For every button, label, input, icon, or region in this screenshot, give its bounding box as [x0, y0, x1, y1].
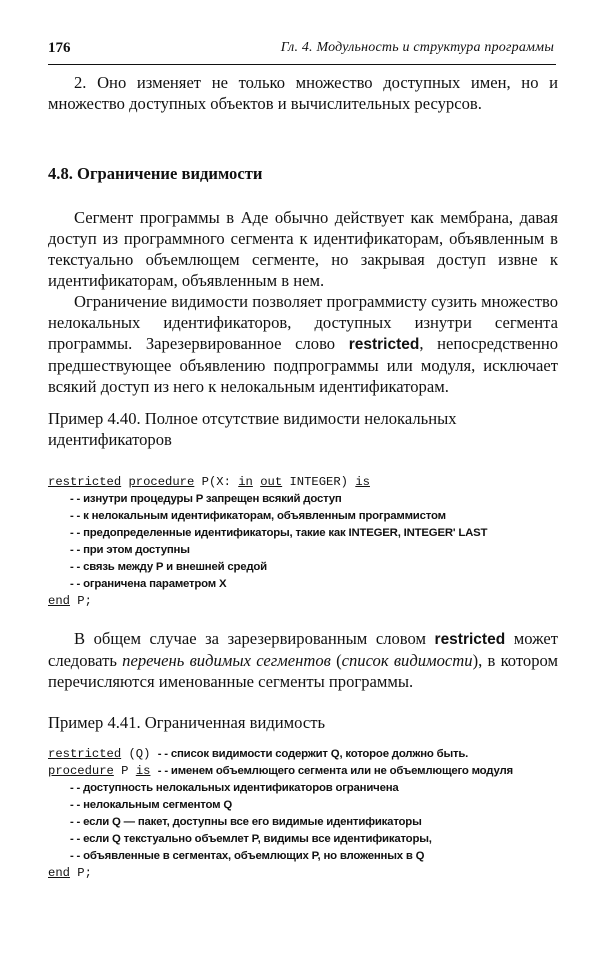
paragraph-visibility-text: ), в котором перечисляются именованные сегменты программы. [48, 651, 558, 691]
code-comment: - - нелокальным сегментом Q [70, 799, 232, 811]
section-title: 4.8. Ограничение видимости [48, 164, 263, 183]
code-comment-line [48, 525, 568, 542]
code-comment-line [48, 831, 568, 848]
code-comment: - - при этом доступны [70, 544, 190, 556]
code-line [48, 763, 568, 780]
code-line [48, 593, 568, 610]
code-comment-line [48, 559, 568, 576]
code-comment-line [48, 491, 568, 508]
code-keyword: end [48, 594, 70, 608]
code-keyword: restricted [48, 475, 122, 489]
italic-term: перечень видимых сегментов [122, 651, 331, 670]
code-comment: - - связь между P и внешней средой [70, 561, 267, 573]
code-keyword: procedure [48, 764, 114, 778]
code-comment-line [48, 542, 568, 559]
code-comment: - - если Q текстуально объемлет P, видимы все идентификаторы, [70, 833, 432, 845]
paragraph-visibility-list [48, 628, 558, 692]
italic-term: список видимости [341, 651, 473, 670]
code-keyword: in [238, 475, 253, 489]
code-text: P; [77, 866, 92, 880]
code-comment: - - объявленные в сегментах, объемлющих P, но вложенных в Q [70, 850, 425, 862]
paragraph-restriction-text: Ограничение видимости позволяет программисту сузить множество нелокальных идентификаторов, доступных изнутри сегмента программы. Зарезервированное слово [48, 292, 558, 353]
paragraph-visibility-text: может следовать [48, 629, 558, 670]
paragraph-membrane: Сегмент программы в Аде обычно действует как мембрана, давая доступ из программного сегмента к идентификаторам, объявленным в текстуально объемлющем сегменте, но закрывая доступ извне к идентификаторам, объявленным в нем. [48, 208, 558, 290]
code-comment-line [48, 814, 568, 831]
code-keyword: procedure [128, 475, 195, 489]
code-comment-line [48, 576, 568, 593]
code-text: P; [77, 594, 92, 608]
page-header [48, 40, 556, 65]
code-text: P(X: [201, 475, 231, 489]
code-block [48, 746, 568, 882]
keyword-restricted: restricted [434, 631, 506, 648]
code-text: INTEGER) [289, 475, 348, 489]
code-comment-line [48, 508, 568, 525]
code-comment: - - ограничена параметром X [70, 578, 227, 590]
code-line [48, 746, 568, 763]
code-text: (Q) [128, 747, 151, 761]
code-line [48, 865, 568, 882]
paragraph-intro: 2. Оно изменяет не только множество доступных имен, но и множество доступных объектов и вычислительных ресурсов. [48, 73, 558, 113]
code-comment-line [48, 797, 568, 814]
example-caption: Пример 4.40. Полное отсутствие видимости нелокальных идентификаторов [48, 409, 457, 449]
page-number: 176 [48, 40, 71, 56]
code-comment: - - список видимости содержит Q, которое должно быть. [157, 748, 469, 760]
code-keyword: restricted [48, 747, 122, 761]
code-comment: - - доступность нелокальных идентификаторов ограничена [70, 782, 399, 794]
code-comment-line [48, 780, 568, 797]
code-text: P [121, 764, 129, 778]
code-comment: - - изнутри процедуры P запрещен всякий доступ [70, 493, 342, 505]
paragraph-restriction-text: , непосредственно предшествующее объявлению подпрограммы или модуля, исключает всякий доступ из него к нелокальным идентификаторам. [48, 334, 558, 396]
code-keyword: is [355, 475, 370, 489]
code-keyword: out [260, 475, 283, 489]
code-comment: - - предопределенные идентификаторы, такие как INTEGER, INTEGER' LAST [70, 527, 488, 539]
code-keyword: is [135, 764, 151, 778]
code-keyword: end [48, 866, 70, 880]
code-block [48, 474, 568, 610]
example-caption: Пример 4.41. Ограниченная видимость [48, 713, 326, 732]
code-comment: - - если Q — пакет, доступны все его видимые идентификаторы [70, 816, 422, 828]
code-comment: - - к нелокальным идентификаторам, объявленным программистом [70, 510, 446, 522]
paragraph-restriction [48, 291, 558, 397]
paragraph-visibility-text: В общем случае за зарезервированным словом [74, 629, 435, 648]
code-line [48, 474, 568, 491]
keyword-restricted: restricted [348, 336, 420, 353]
paragraph-visibility-text: ( [330, 651, 342, 670]
running-title: Гл. 4. Модульность и структура программы [280, 40, 554, 55]
code-comment-line [48, 848, 568, 865]
code-comment: - - именем объемлющего сегмента или не объемлющего модуля [157, 765, 513, 777]
